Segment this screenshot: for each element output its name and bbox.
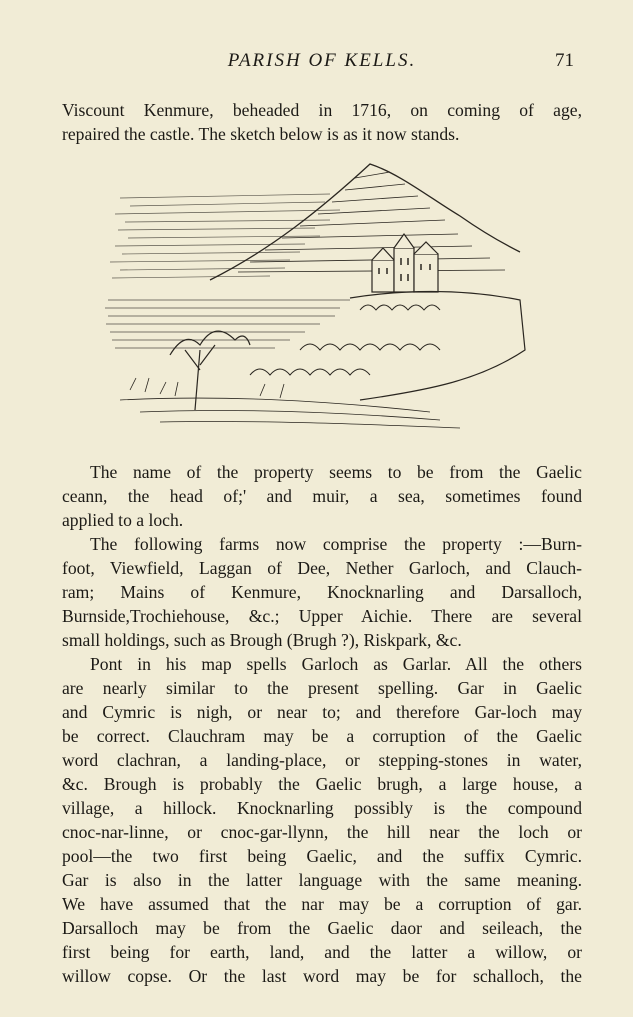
- text-line: pool—the two first being Gaelic, and the suffix Cymric.: [62, 846, 582, 866]
- text-line: The following farms now comprise the property :—Burn-: [90, 534, 582, 554]
- text-line: ram; Mains of Kenmure, Knocknarling and Darsalloch,: [62, 582, 582, 602]
- text-line: first being for earth, land, and the latter a willow, or: [62, 942, 582, 962]
- text-line: foot, Viewfield, Laggan of Dee, Nether Garloch, and Clauch-: [62, 558, 582, 578]
- text-line: small holdings, such as Brough (Brugh ?), Riskpark, &c.: [62, 630, 462, 650]
- text-line: Viscount Kenmure, beheaded in 1716, on coming of age,: [62, 100, 582, 120]
- text-line: We have assumed that the nar may be a corruption of gar.: [62, 894, 582, 914]
- text-line: The name of the property seems to be from the Gaelic: [90, 462, 582, 482]
- text-line: ceann, the head of;' and muir, a sea, sometimes found: [62, 486, 582, 506]
- text-line: village, a hillock. Knocknarling possibly is the compound: [62, 798, 582, 818]
- text-line: Gar is also in the latter language with the same meaning.: [62, 870, 582, 890]
- text-line: and Cymric is nigh, or near to; and therefore Gar-loch may: [62, 702, 582, 722]
- text-line: are nearly similar to the present spelling. Gar in Gaelic: [62, 678, 582, 698]
- text-line: repaired the castle. The sketch below is as it now stands.: [62, 124, 460, 144]
- text-line: word clachran, a landing-place, or stepping-stones in water,: [62, 750, 582, 770]
- text-line: applied to a loch.: [62, 510, 184, 530]
- castle-engraving-illustration: [100, 150, 532, 440]
- text-line: Pont in his map spells Garloch as Garlar. All the others: [90, 654, 582, 674]
- running-title: PARISH OF KELLS.: [227, 50, 417, 71]
- text-line: Burnside,Trochiehouse, &c.; Upper Aichie. There are several: [62, 606, 582, 626]
- text-line: &c. Brough is probably the Gaelic brugh, a large house, a: [62, 774, 582, 794]
- text-line: willow copse. Or the last word may be for schalloch, the: [62, 966, 582, 986]
- text-line: Darsalloch may be from the Gaelic daor and seileach, the: [62, 918, 582, 938]
- page-header: [62, 50, 582, 80]
- text-line: be correct. Clauchram may be a corruption of the Gaelic: [62, 726, 582, 746]
- page-number: 71: [555, 50, 574, 71]
- text-line: cnoc-nar-linne, or cnoc-gar-llynn, the hill near the loch or: [62, 822, 582, 842]
